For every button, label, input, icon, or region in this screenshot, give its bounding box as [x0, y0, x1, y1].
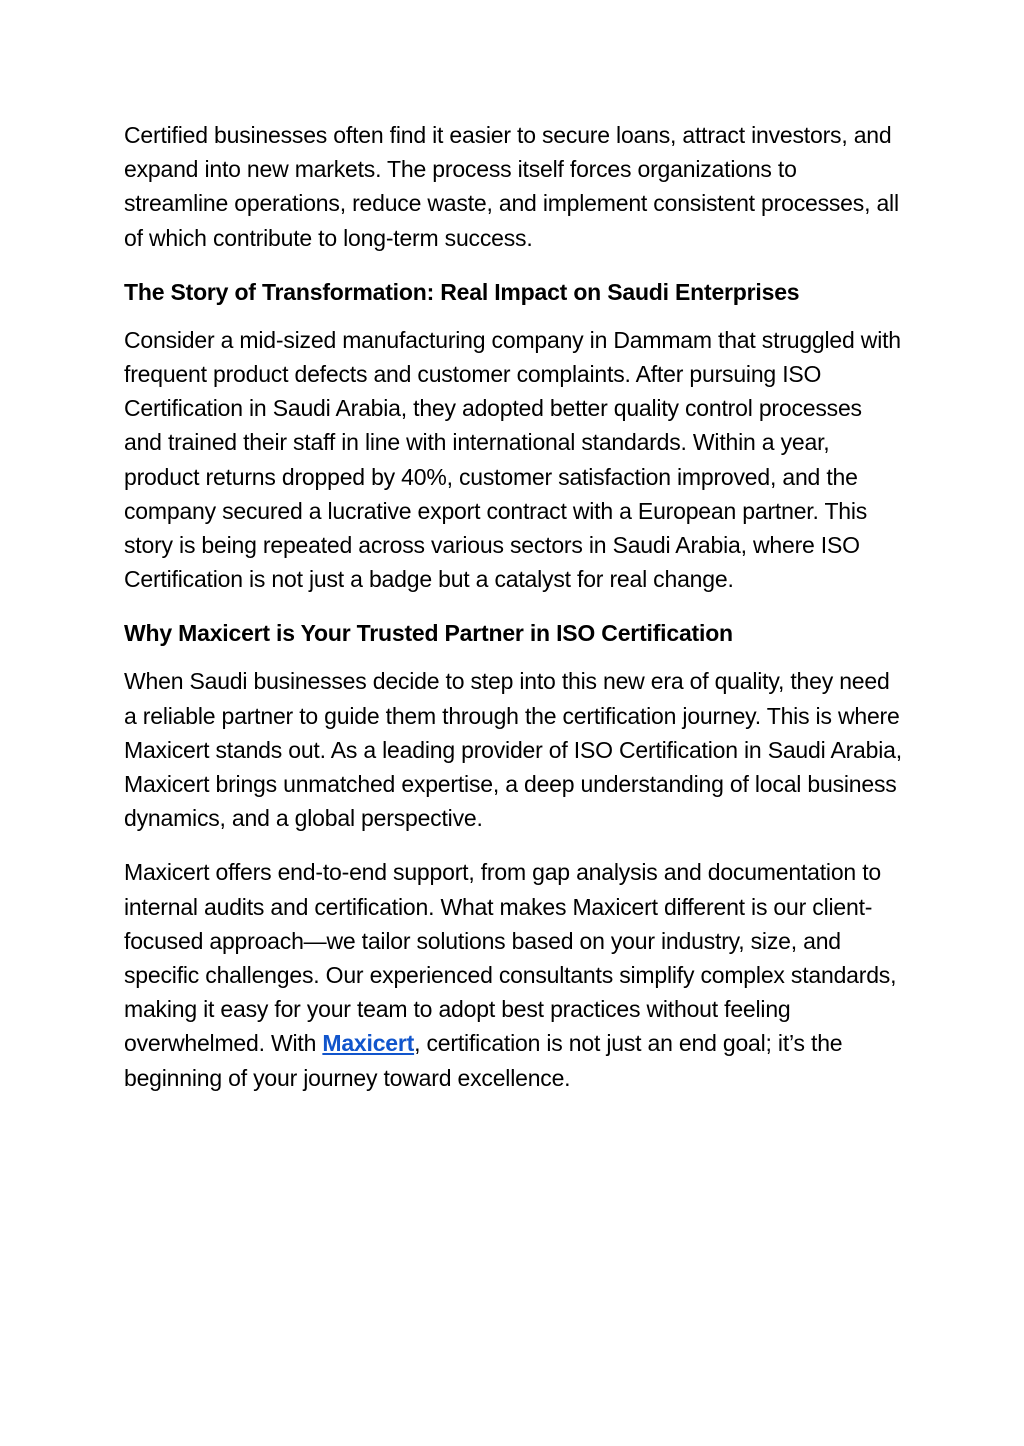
maxicert-link[interactable]: Maxicert: [322, 1030, 415, 1057]
heading-story-of-transformation: The Story of Transformation: Real Impact on Saudi Enterprises: [124, 278, 800, 305]
document-page: [124, 118, 904, 1115]
paragraph-text-before-link: Maxicert offers end-to-end support, from gap analysis and documentation to internal audits and certification. What makes Maxicert different is our client-focused approach—we tailor solutions based on your industry, size, and specific challenges. Our experienced consultants simplify complex standards, making it easy for your team to adopt best practices without feeling overwhelmed. With: [124, 859, 897, 1057]
paragraph-maxicert-partner: When Saudi businesses decide to step into this new era of quality, they need a reliable partner to guide them through the certification journey. This is where Maxicert stands out. As a leading provider of ISO Certification in Saudi Arabia, Maxicert brings unmatched expertise, a deep understanding of local business dynamics, and a global perspective.: [124, 668, 902, 832]
heading-why-maxicert: Why Maxicert is Your Trusted Partner in ISO Certification: [124, 620, 733, 647]
paragraph-certified-businesses: Certified businesses often find it easier to secure loans, attract investors, and expand into new markets. The process itself forces organizations to streamline operations, reduce waste, and implement consistent processes, all of which contribute to long-term success.: [124, 122, 899, 251]
paragraph-dammam-case-study: Consider a mid-sized manufacturing company in Dammam that struggled with frequent product defects and customer complaints. After pursuing ISO Certification in Saudi Arabia, they adopted better quality control processes and trained their staff in line with international standards. Within a year, product returns dropped by 40%, customer satisfaction improved, and the company secured a lucrative export contract with a European partner. This story is being repeated across various sectors in Saudi Arabia, where ISO Certification is not just a badge but a catalyst for real change.: [124, 326, 901, 593]
paragraph-maxicert-support: [124, 855, 904, 1094]
paragraph-text-after-link: , certification is not just an end goal; it’s the beginning of your journey toward excellence.: [124, 1030, 843, 1091]
